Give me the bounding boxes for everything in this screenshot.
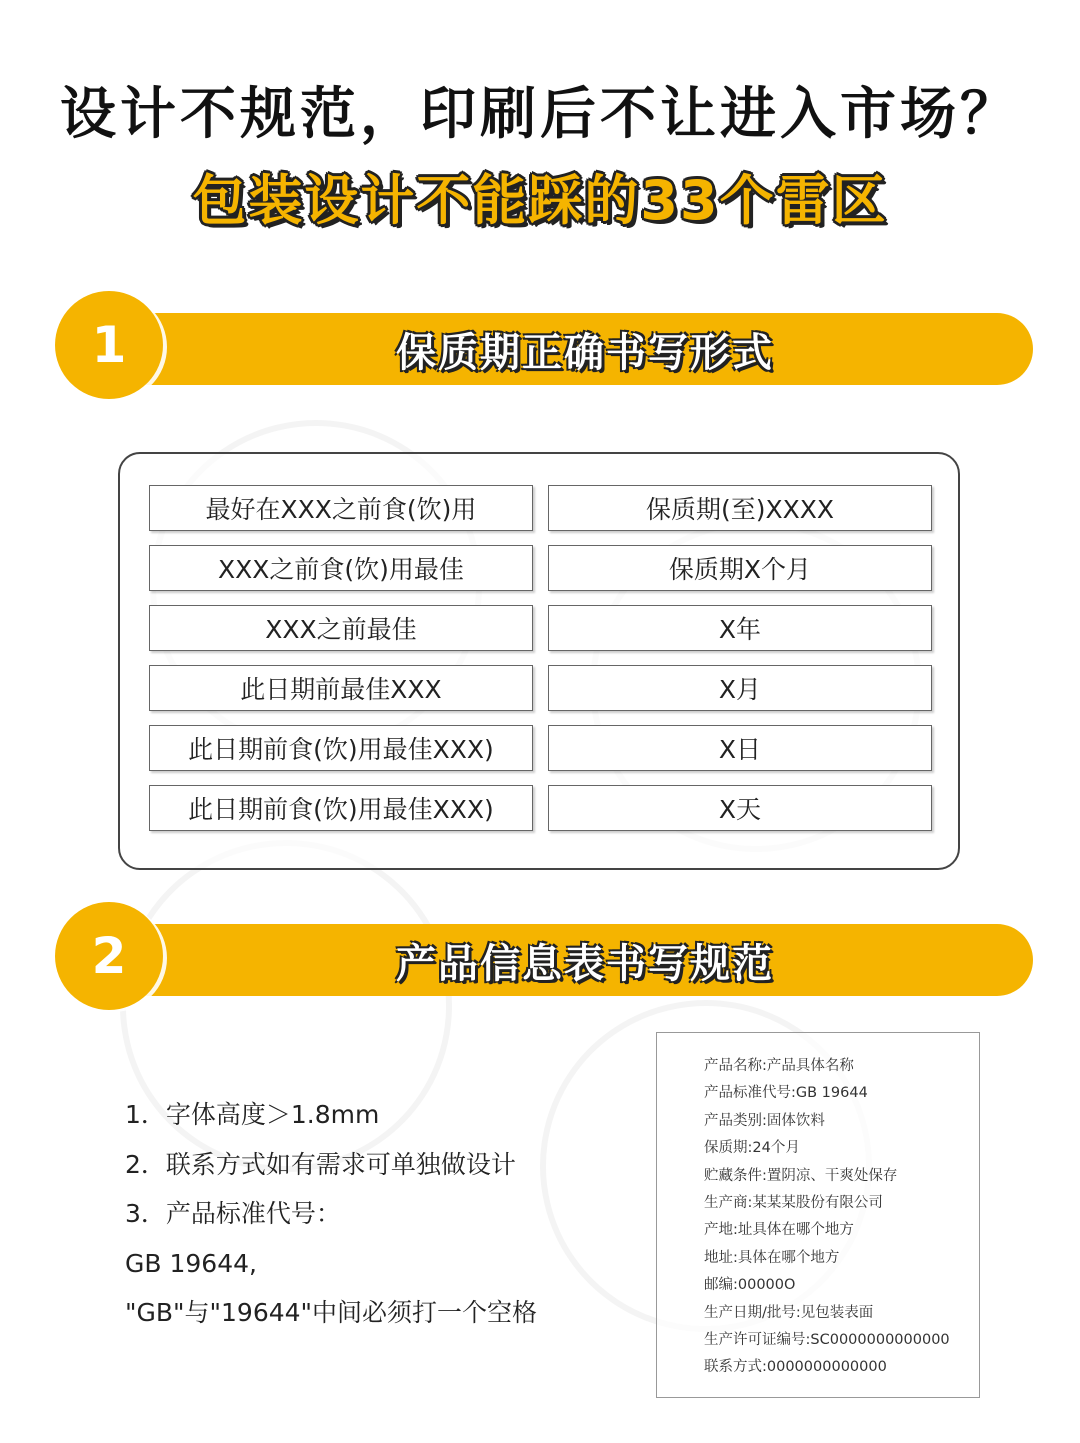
section-heading: 保质期正确书写形式	[396, 329, 774, 376]
section-number-badge: 1	[55, 291, 163, 399]
section-number-badge: 2	[55, 902, 163, 1010]
table-cell-right: X月	[548, 665, 932, 711]
info-line: 产地:址具体在哪个地方	[704, 1222, 854, 1239]
info-line: 产品类别:固体饮料	[704, 1112, 825, 1129]
section-1-banner	[55, 291, 1033, 401]
info-line: 邮编:00000O	[704, 1277, 796, 1294]
info-line: 联系方式:0000000000000	[704, 1359, 887, 1376]
info-line: 贮藏条件:置阴凉、干爽处保存	[704, 1167, 898, 1184]
page-title: 设计不规范，印刷后不让进入市场？	[60, 82, 1020, 147]
table-cell-left: 此日期前最佳XXX	[149, 665, 533, 711]
list-item: 1．字体高度＞1.8mm	[125, 1100, 380, 1129]
section-2-banner	[55, 902, 1033, 1012]
requirements-list	[125, 1090, 625, 1338]
info-line: 产品标准代号:GB 19644	[704, 1085, 868, 1102]
table-cell-right: 保质期X个月	[548, 545, 932, 591]
table-cell-left: 此日期前食(饮)用最佳XXX)	[149, 725, 533, 771]
page-subtitle: 包装设计不能踩的33个雷区	[192, 169, 888, 232]
table-cell-right: X年	[548, 605, 932, 651]
table-cell-right: 保质期(至)XXXX	[548, 485, 932, 531]
info-line: 地址:具体在哪个地方	[704, 1249, 840, 1266]
list-item: GB 19644,	[125, 1248, 257, 1278]
table-cell-left: XXX之前食(饮)用最佳	[149, 545, 533, 591]
info-line: 保质期:24个月	[704, 1140, 800, 1157]
table-cell-right: X日	[548, 725, 932, 771]
list-item: "GB"与"19644"中间必须打一个空格	[125, 1298, 538, 1327]
info-line: 产品名称:产品具体名称	[704, 1058, 854, 1074]
info-line: 生产日期/批号:见包装表面	[704, 1304, 874, 1321]
list-item: 2．联系方式如有需求可单独做设计	[125, 1149, 516, 1179]
table-cell-left: XXX之前最佳	[149, 605, 533, 651]
product-info-sample	[656, 1032, 980, 1398]
table-cell-left: 此日期前食(饮)用最佳XXX)	[149, 785, 533, 831]
section-heading: 产品信息表书写规范	[396, 940, 774, 987]
list-item: 3．产品标准代号：	[125, 1199, 341, 1228]
info-line: 生产许可证编号:SC0000000000000	[704, 1332, 950, 1349]
table-cell-right: X天	[548, 785, 932, 831]
info-line: 生产商:某某某股份有限公司	[704, 1195, 883, 1212]
table-cell-left: 最好在XXX之前食(饮)用	[149, 485, 533, 531]
